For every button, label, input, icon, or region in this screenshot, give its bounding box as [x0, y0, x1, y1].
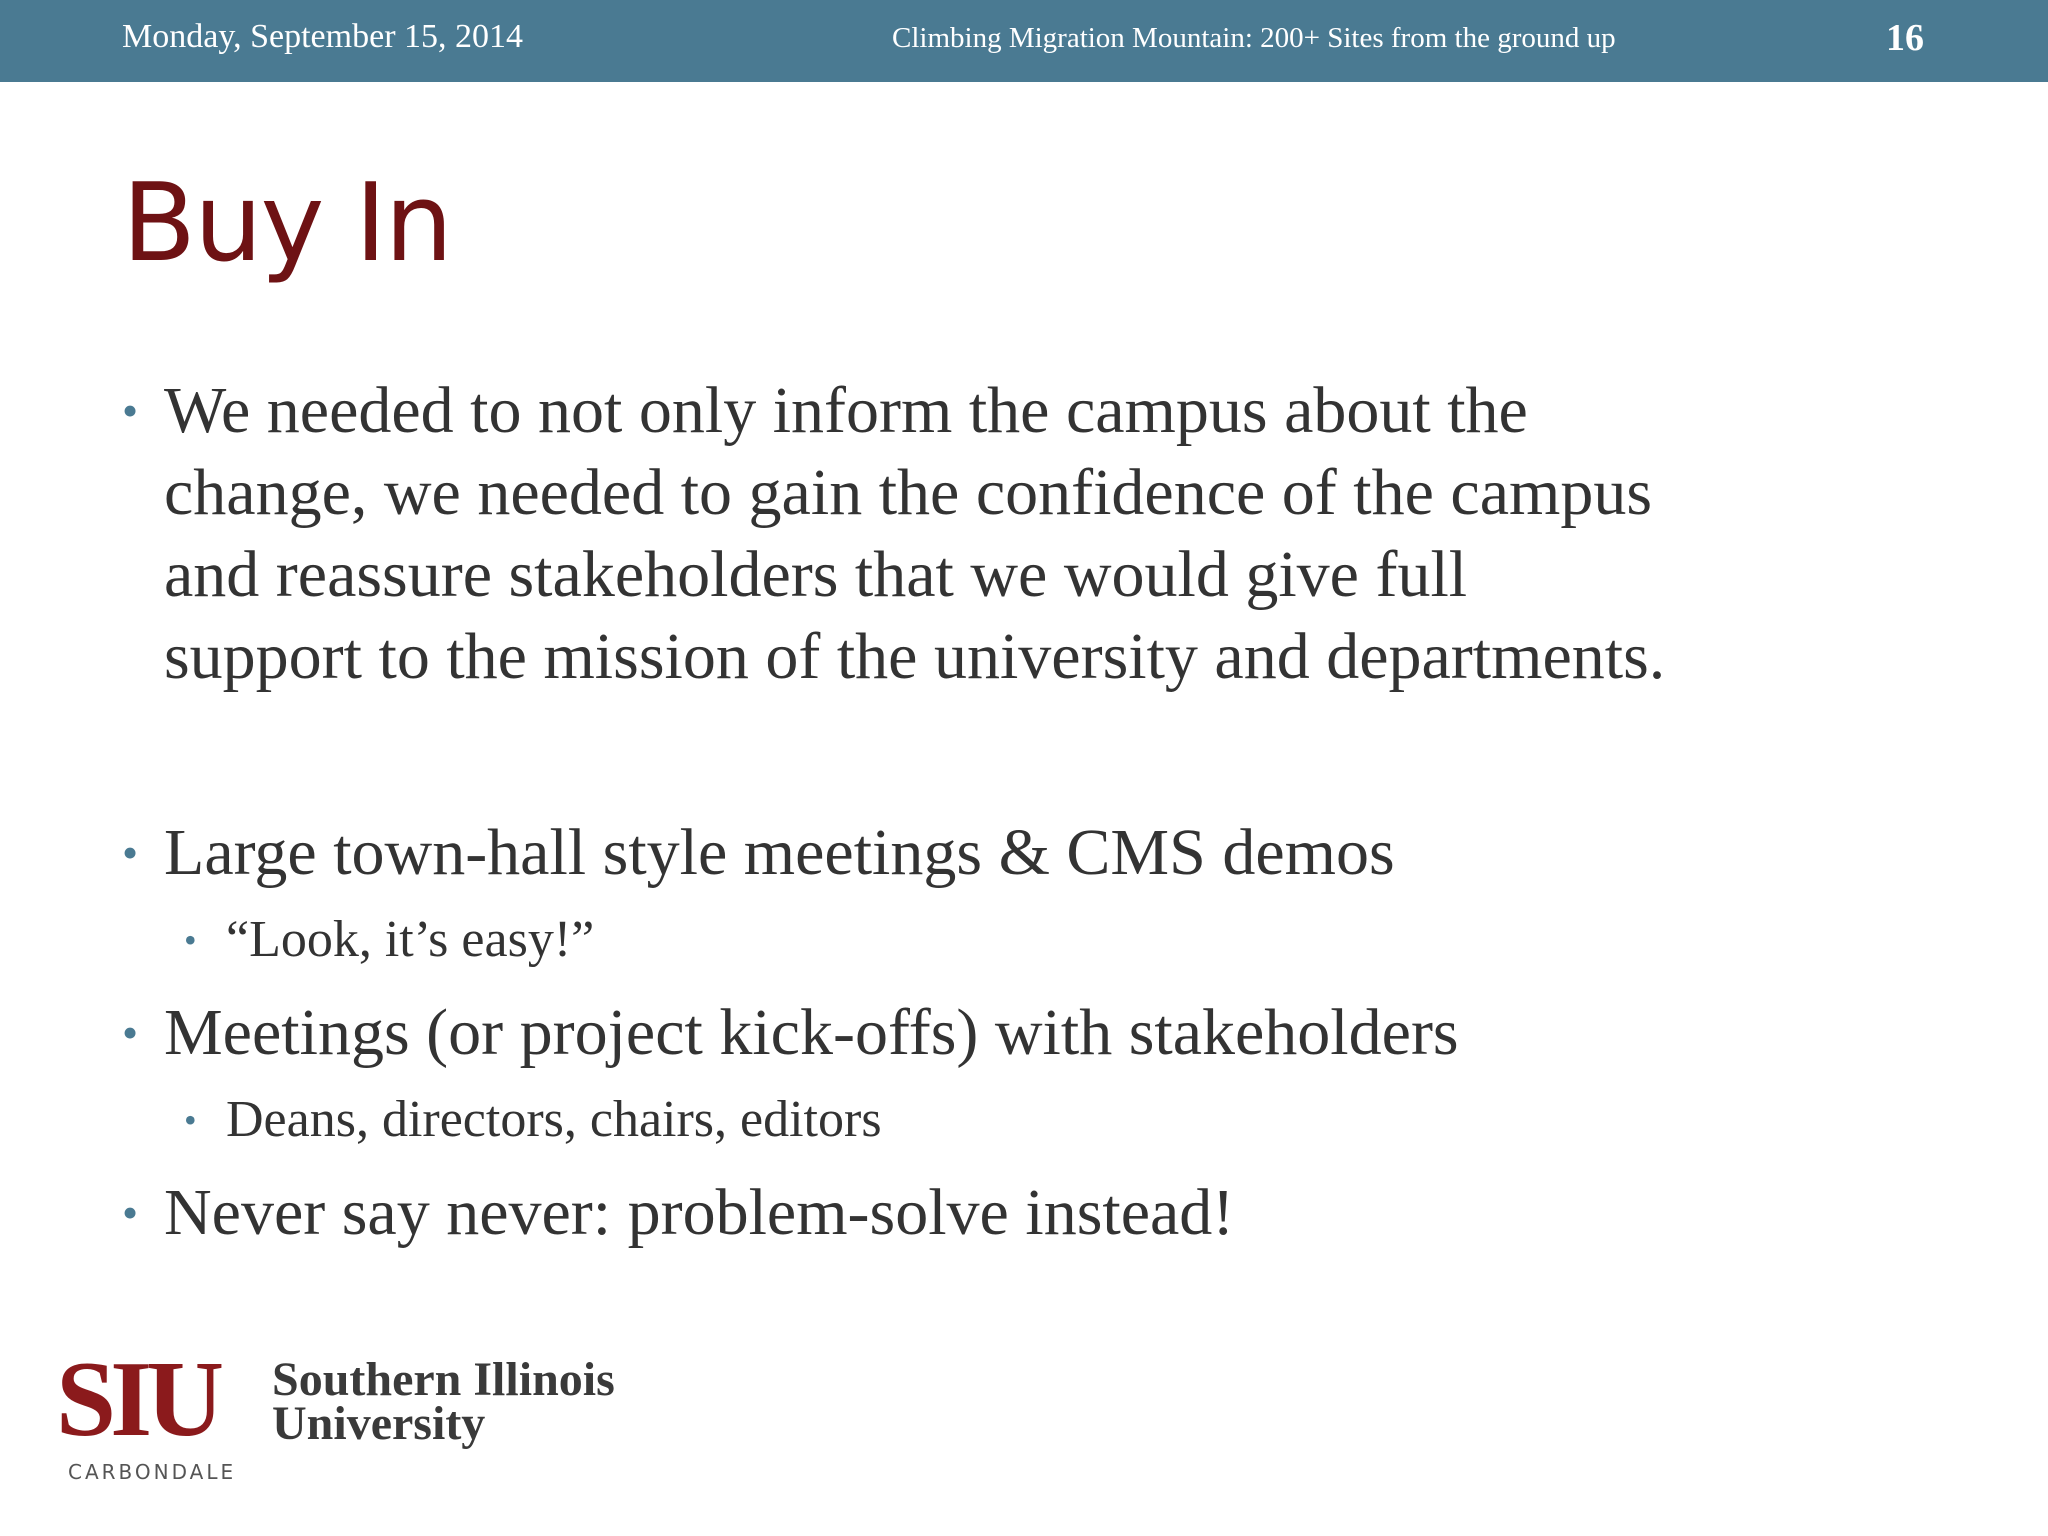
sub-bullet-dot-icon: • — [184, 920, 197, 960]
header-bar — [0, 0, 2048, 82]
page-number: 16 — [1886, 17, 1924, 59]
bullet-text: Meetings (or project kick-offs) with stakeholders — [164, 996, 1459, 1069]
sub-bullet-text: “Look, it’s easy!” — [226, 911, 595, 968]
bullet-line: change, we needed to gain the confidence of the campus — [164, 456, 1653, 529]
bullet-dot-icon: • — [122, 827, 139, 878]
logo-abbreviation: SIU — [56, 1340, 219, 1459]
bullet-dot-icon: • — [122, 1187, 139, 1238]
sub-bullet-text: Deans, directors, chairs, editors — [226, 1091, 882, 1148]
bullet-line: support to the mission of the university and departments. — [164, 620, 1666, 693]
sub-bullet-dot-icon: • — [184, 1100, 197, 1140]
bullet-dot-icon: • — [122, 385, 139, 436]
bullet-line: We needed to not only inform the campus about the — [164, 374, 1528, 447]
logo-name-line1: Southern Illinois — [272, 1353, 615, 1406]
siu-logo — [56, 1340, 656, 1486]
logo-university-name — [272, 1353, 615, 1450]
logo-name-line2: University — [272, 1397, 486, 1450]
bullet-line: and reassure stakeholders that we would give full — [164, 538, 1468, 611]
bullet-text: Never say never: problem-solve instead! — [164, 1176, 1235, 1249]
logo-campus: CARBONDALE — [68, 1460, 237, 1484]
header-date: Monday, September 15, 2014 — [122, 18, 524, 55]
bullet-text: Large town-hall style meetings & CMS demos — [164, 816, 1395, 889]
slide-title: Buy In — [122, 161, 452, 286]
header-presentation-title: Climbing Migration Mountain: 200+ Sites from the ground up — [892, 22, 1616, 54]
bullet-dot-icon: • — [122, 1007, 139, 1058]
